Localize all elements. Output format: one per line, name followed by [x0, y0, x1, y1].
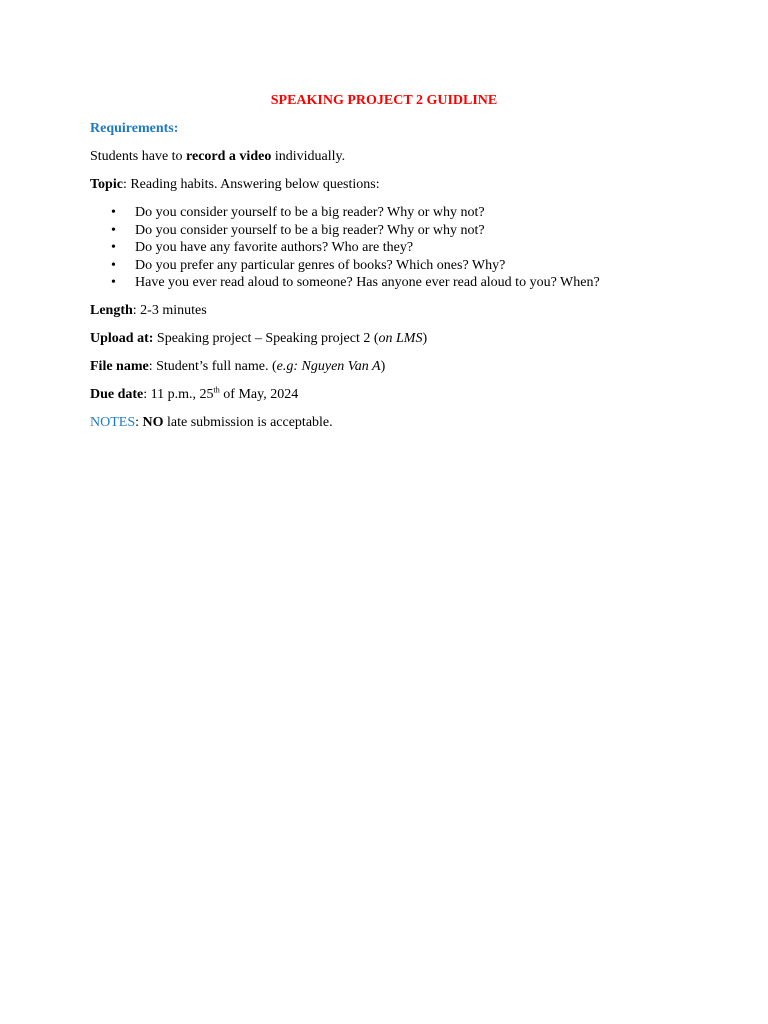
due-date-rest: of May, 2024: [219, 386, 299, 402]
bullet-icon: •: [111, 275, 116, 291]
list-item: [90, 274, 690, 292]
document-title: SPEAKING PROJECT 2 GUIDLINE: [270, 93, 498, 108]
topic-line: [90, 176, 690, 194]
question-text: Do you consider yourself to be a big reader? Why or why not?: [135, 222, 485, 238]
due-date-suffix: th: [213, 385, 220, 395]
question-text: Do you prefer any particular genres of books? Which ones? Why?: [135, 257, 506, 273]
bullet-icon: •: [111, 222, 116, 238]
due-date-line: [90, 386, 690, 404]
topic-label: Topic: [90, 177, 123, 192]
notes-line: [90, 414, 690, 432]
length-text: : 2-3 minutes: [132, 302, 207, 318]
topic-text: : Reading habits. Answering below questions:: [122, 177, 380, 192]
list-item: [90, 239, 690, 257]
due-date-label: Due date: [90, 386, 144, 402]
upload-line: [90, 330, 690, 348]
notes-bold: NO: [142, 414, 164, 430]
list-item: [90, 222, 690, 240]
file-name-line: [90, 358, 690, 376]
notes-label: NOTES: [90, 414, 136, 430]
questions-list: [90, 204, 690, 292]
requirements-heading: Requirements:: [90, 121, 179, 136]
requirements-prefix: Students have to: [90, 149, 187, 164]
file-name-close: ): [380, 358, 386, 374]
requirements-text: [90, 148, 690, 166]
due-date-text: : 11 p.m., 25: [143, 386, 214, 402]
question-text: Have you ever read aloud to someone? Has anyone ever read aloud to you? When?: [135, 275, 600, 291]
upload-text: Speaking project – Speaking project 2 (: [153, 330, 379, 346]
question-text: Do you consider yourself to be a big reader? Why or why not?: [135, 205, 485, 220]
question-text: Do you have any favorite authors? Who are they?: [135, 240, 414, 256]
upload-close: ): [422, 330, 428, 346]
requirements-bold: record a video: [186, 149, 272, 164]
file-name-label: File name: [90, 358, 149, 374]
upload-label: Upload at:: [90, 330, 154, 346]
requirements-suffix: individually.: [271, 149, 346, 164]
file-name-example: e.g: Nguyen Van A: [276, 358, 381, 374]
length-line: [90, 302, 690, 320]
bullet-icon: •: [111, 205, 116, 220]
document-page: [90, 92, 690, 442]
notes-text: late submission is acceptable.: [163, 414, 333, 430]
bullet-icon: •: [111, 240, 116, 256]
length-label: Length: [90, 302, 133, 318]
list-item: [90, 257, 690, 275]
list-item: [90, 204, 690, 222]
file-name-text: : Student’s full name. (: [148, 358, 277, 374]
upload-location: on LMS: [378, 330, 423, 346]
bullet-icon: •: [111, 257, 116, 273]
notes-colon: :: [135, 414, 143, 430]
